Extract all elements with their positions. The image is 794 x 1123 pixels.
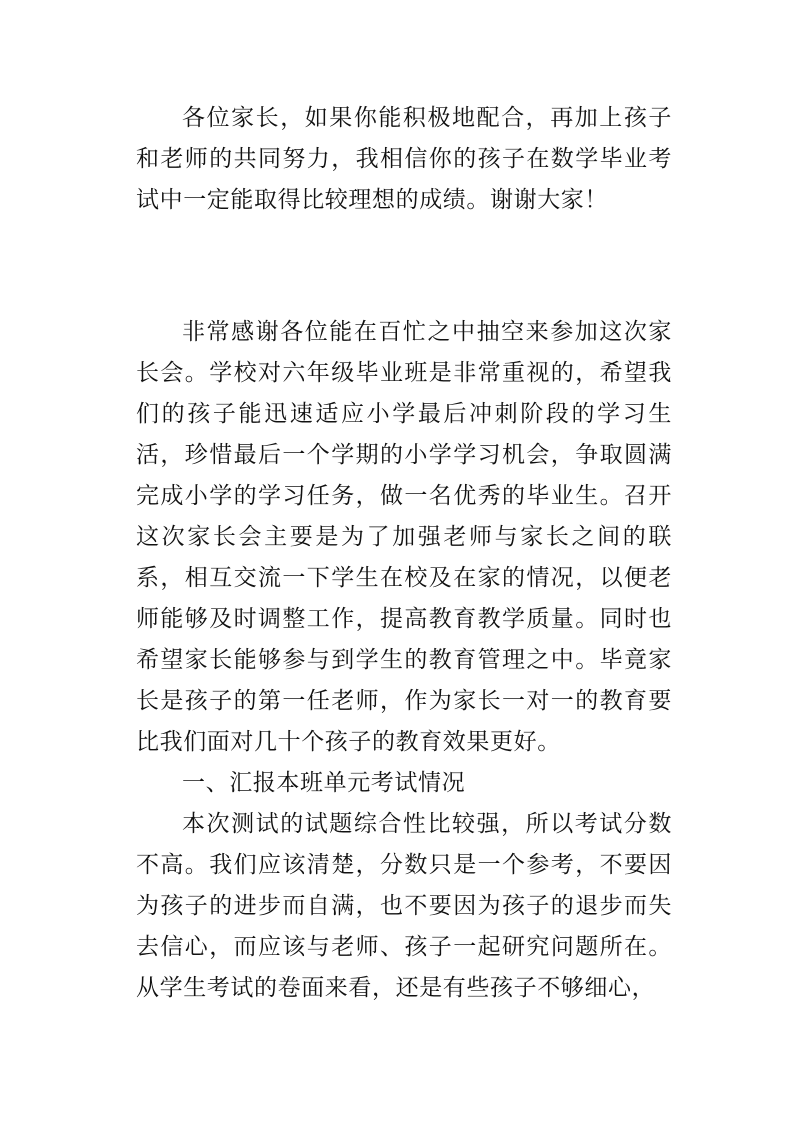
body-paragraph: 本次测试的试题综合性比较强，所以考试分数不高。我们应该清楚，分数只是一个参考，不要因为孩子的进步而自满，也不要因为孩子的退步而失去信心，而应该与老师、孩子一起研究问题所在。从学生考试的卷面来看，还是有些孩子不够细心，	[136, 811, 672, 1001]
closing-paragraph: 各位家长，如果你能积极地配合，再加上孩子和老师的共同努力，我相信你的孩子在数学毕业考试中一定能取得比较理想的成绩。谢谢大家！	[136, 105, 672, 213]
main-section	[136, 312, 672, 1009]
closing-section	[136, 98, 672, 221]
intro-paragraph: 非常感谢各位能在百忙之中抽空来参加这次家长会。学校对六年级毕业班是非常重视的，希望我们的孩子能迅速适应小学最后冲刺阶段的学习生活，珍惜最后一个学期的小学学习机会，争取圆满完成小学的学习任务，做一名优秀的毕业生。召开这次家长会主要是为了加强老师与家长之间的联系，相互交流一下学生在校及在家的情况，以便老师能够及时调整工作，提高教育教学质量。同时也希望家长能够参与到学生的教育管理之中。毕竟家长是孩子的第一任老师，作为家长一对一的教育要比我们面对几十个孩子的教育效果更好。	[136, 319, 672, 755]
section-heading: 一、汇报本班单元考试情况	[182, 770, 466, 796]
